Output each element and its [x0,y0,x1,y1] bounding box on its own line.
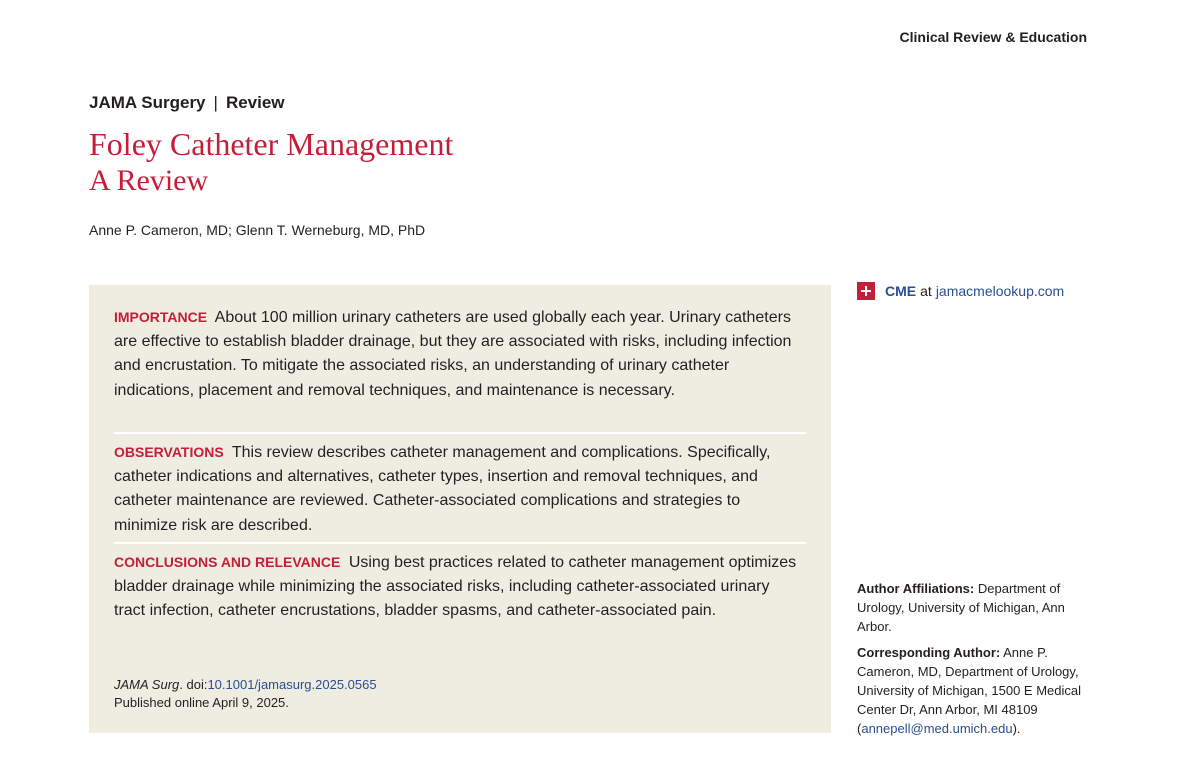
journal-line [89,93,285,113]
journal-separator: | [213,93,218,112]
conclusions-text: Using best practices related to catheter management optimizes bladder drainage while minimizing the associated risks, including catheter-associated urinary tract infection, catheter encrustations, bladder spasms, and catheter-associated pain. [114,554,797,620]
abstract-importance [114,305,804,403]
corresponding-text: Anne P. Cameron, MD, Department of Urology, University of Michigan, 1500 E Medical Center Dr, Ann Arbor, MI 48109 ( [857,645,1081,736]
author-affiliations [857,579,1093,636]
article-type: Review [225,93,285,112]
article-title: Foley Catheter Management [89,126,454,162]
corresponding-author [857,643,1093,738]
conclusions-heading: CONCLUSIONS AND RELEVANCE [114,554,341,570]
abstract-conclusions [114,550,804,624]
author-list: Anne P. Cameron, MD; Glenn T. Werneburg, MD, PhD [89,222,426,238]
corresponding-heading: Corresponding Author: [857,645,1001,660]
affiliations-text: Department of Urology, University of Michigan, Ann Arbor. [857,581,1065,634]
journal-name: JAMA Surgery [89,93,206,112]
corresponding-email[interactable]: annepell@med.umich.edu [861,721,1013,736]
abstract-divider [114,432,806,434]
citation-doi-prefix: . doi: [179,677,208,692]
citation [114,676,377,712]
citation-line [114,676,377,694]
abstract-box [89,285,831,733]
section-label: Clinical Review & Education [899,29,1087,45]
article-subtitle: A Review [89,164,209,197]
plus-icon [857,282,875,300]
abstract-divider [114,542,806,544]
published-date: Published online April 9, 2025. [114,695,289,710]
cme-line [857,282,1064,300]
corresponding-close: ). [1012,721,1021,736]
importance-text: About 100 million urinary catheters are used globally each year. Urinary catheters are effective to establish bladder drainage, but they are associated with risks, including infection and encrustation. To mitigate the associated risks, an understanding of urinary catheter indications, placement and removal techniques, and maintenance is necessary. [114,309,792,399]
citation-journal: JAMA Surg [114,677,180,692]
cme-label[interactable]: CME [885,283,917,299]
abstract-observations [114,440,804,538]
observations-text: This review describes catheter management and complications. Specifically, catheter indications and alternatives, catheter types, insertion and removal techniques, and catheter maintenance are reviewed. Catheter-associated complications and strategies to minimize risk are described. [114,444,771,534]
cme-at: at [920,283,932,299]
observations-heading: OBSERVATIONS [114,444,224,460]
affiliations-heading: Author Affiliations: [857,581,975,596]
importance-heading: IMPORTANCE [114,309,208,325]
doi-link[interactable]: 10.1001/jamasurg.2025.0565 [207,677,377,692]
cme-link[interactable]: jamacmelookup.com [935,283,1065,299]
